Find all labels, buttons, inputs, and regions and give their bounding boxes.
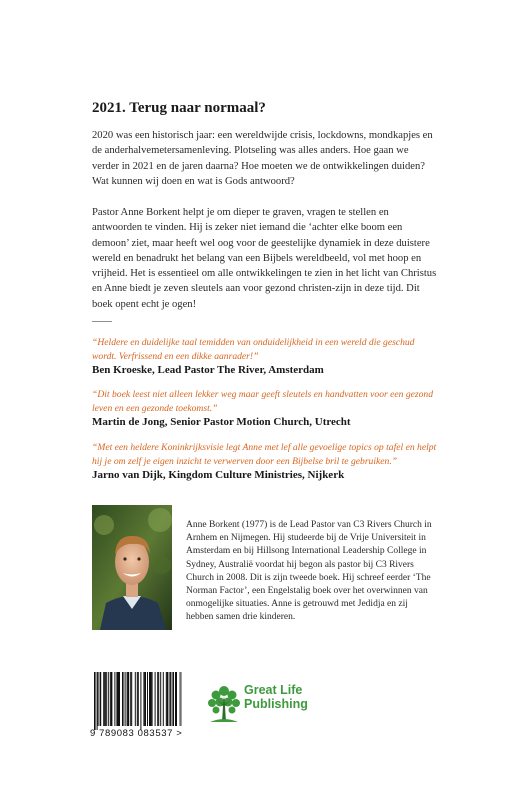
endorsement-quote: “Heldere en duidelijke taal temidden van onduidelijkheid in een wereld die geschud wordt. Verfrissend en een dikke aanrader!” [92, 337, 415, 362]
barcode-bar [131, 672, 132, 726]
barcode-bar [110, 672, 111, 726]
barcode-bar [127, 672, 128, 726]
barcode-bar [118, 672, 119, 726]
barcode-bar [176, 672, 177, 726]
barcode-bar [158, 672, 159, 726]
endorsement-quote: “Dit boek leest niet alleen lekker weg maar geeft sleutels en handvatten voor een gezond leven en een gezonde toekomst.” [92, 389, 434, 414]
barcode-bar [114, 672, 115, 726]
author-bio: Anne Borkent (1977) is de Lead Pastor van C3 Rivers Church in Arnhem en Nijmegen. Hij studeerde bij de Vrije Universiteit in Amsterdam en bij Hillsong International Leadership College in Sydney, Australië voordat hij begon als pastor bij C3 Rivers Church in 2008. Dit is zijn tweede boek. Hij schreef eerder ‘The Norman Factor’, een Engelstalig boek over het overwinnen van onmogelijke situaties. Anne is getrouwd met Jedidja en zij hebben samen drie kinderen. [186, 520, 432, 623]
barcode-bar [175, 672, 176, 726]
barcode-bar [152, 672, 153, 726]
tree-icon [206, 682, 242, 724]
barcode-bar [108, 672, 109, 726]
back-cover-title: 2021. Terug naar normaal? [92, 100, 266, 116]
barcode-bar [172, 672, 174, 726]
barcode-bar [169, 672, 170, 726]
barcode-bar [160, 672, 161, 726]
endorsement-author: Martin de Jong, Senior Pastor Motion Church, Utrecht [92, 416, 351, 428]
endorsement-quote: “Met een heldere Koninkrijksvisie legt Anne met lef alle gevoelige topics op tafel en helpt hij je om zelf je eigen inzicht te verwerven door een Bijbelse bril te gebruiken.” [92, 442, 437, 467]
barcode-bar [94, 672, 96, 730]
barcode-bar [137, 672, 138, 726]
barcode-bar [104, 672, 105, 726]
barcode-bar [130, 672, 131, 726]
barcode-bar [105, 672, 107, 726]
barcode-bar [163, 672, 164, 726]
barcode-bar [119, 672, 120, 726]
barcode-bar [116, 672, 118, 726]
endorsement-author: Ben Kroeske, Lead Pastor The River, Amsterdam [92, 364, 324, 376]
section-divider: —— [92, 316, 112, 327]
summary-paragraph: Pastor Anne Borkent helpt je om dieper te graven, vragen te stellen en antwoorden te vinden. Hij is zeker niet iemand die ‘achter elke boom een demoon’ ziet, maar heeft wel oog voor de geestelijke dynamiek in deze duistere wereld en benadrukt het belang van een Bijbels wereldbeeld, vol met hoop en vrijheid. Het is essentieel om alle ontwikkelingen te zien in het licht van Christus en Anne biedt je zeven sleutels aan voor gezond christen-zijn in deze tijd. Dit boek opent echt je ogen! [92, 207, 437, 310]
barcode-bar [166, 672, 167, 726]
author-photo [92, 505, 172, 630]
barcode-bar [100, 672, 102, 726]
barcode-bar [167, 672, 169, 726]
barcode-bar [128, 672, 130, 726]
barcode-bar [180, 672, 181, 726]
barcode-bar [98, 672, 99, 726]
barcode-bar [138, 672, 139, 726]
publisher-name [244, 683, 308, 711]
intro-paragraph: 2020 was een historisch jaar: een wereldwijde crisis, lockdowns, mondkapjes en de anderhalvemetersamenleving. Plotseling was alles anders. Hoe gaan we verder in 2021 en de jaren daarna? Hoe moeten we de ontwikkelingen duiden? Wat kunnen wij doen en wat is Gods antwoord? [92, 130, 433, 187]
barcode-bar [135, 672, 136, 726]
barcode-bar [147, 672, 148, 726]
barcode-bar [149, 672, 150, 726]
barcode-bar [140, 672, 141, 730]
barcode-bar [97, 672, 98, 730]
barcode-bar [122, 672, 124, 726]
publisher-name-line-2: Publishing [244, 697, 308, 711]
isbn-number: 9 789083 083537 > [90, 728, 183, 739]
publisher-name-line-1: Great Life [244, 683, 303, 697]
publisher-logo [206, 680, 316, 730]
barcode-bar [144, 672, 146, 726]
barcode-bar [125, 672, 126, 726]
barcode-bar [157, 672, 158, 726]
barcode-bar [111, 672, 113, 726]
barcode-bar [150, 672, 152, 726]
barcode-bar [103, 672, 104, 726]
barcode-bar [143, 672, 144, 726]
barcode-bar [170, 672, 171, 726]
endorsement-author: Jarno van Dijk, Kingdom Culture Ministries, Nijkerk [92, 469, 345, 481]
barcode-bar [155, 672, 156, 726]
